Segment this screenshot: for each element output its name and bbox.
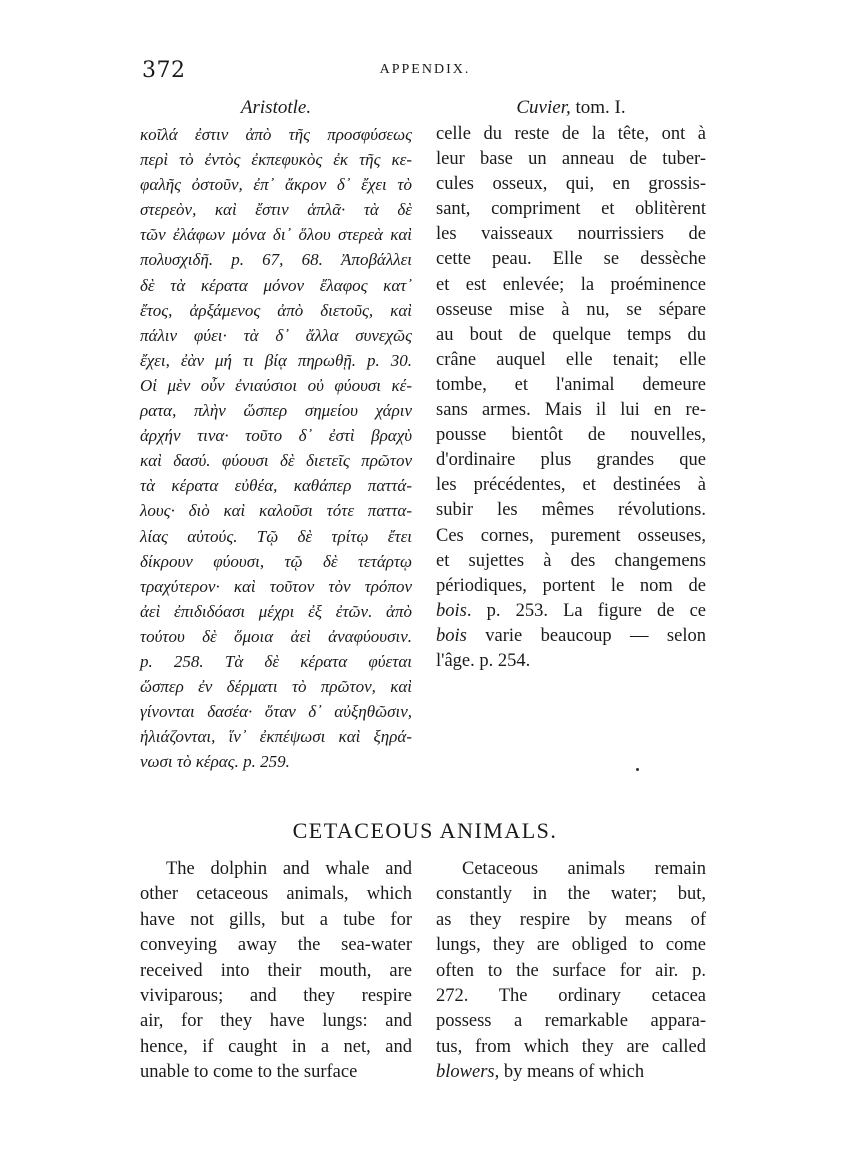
text-line: The dolphin and whale and (166, 859, 412, 879)
text-line: ἡλιάζονται, ἵν᾽ ἐκπέψωσι καὶ ξηρά- (140, 727, 412, 747)
text-line: as they respire by means of (436, 909, 706, 930)
text-line: les vaisseaux nourrissiers de (436, 224, 706, 245)
text-line: γίνονται δασέα· ὅταν δ᾽ αὐξηθῶσιν, (140, 702, 412, 722)
text-line: Cetaceous animals remain (462, 859, 706, 879)
text-line: πάλιν φύει· τὰ δ᾽ ἄλλα συνεχῶς (140, 325, 412, 345)
lower-right-text (436, 857, 706, 1086)
text-line: crâne auquel elle tenait; elle (436, 349, 706, 370)
cuvier-heading: Cuvier, tom. I. (516, 97, 626, 118)
text-line: 272. The ordinary cetacea (436, 986, 706, 1007)
text-line: les précédentes, et destinées à (436, 475, 706, 496)
text-line: κοῖλά ἐστιν ἀπὸ τῆς προσφύσεως (140, 125, 412, 144)
lower-left-text (140, 857, 412, 1086)
text-line: νωσι τὸ κέρας. p. 259. (140, 752, 290, 772)
text-line: d'ordinaire plus grandes que (436, 450, 706, 471)
text-line: au bout de quelque temps du (436, 324, 706, 345)
text-line: possess a remarkable appara- (436, 1011, 706, 1032)
page-number: 372 (142, 58, 186, 83)
text-line: conveying away the sea-water (140, 935, 412, 956)
text-line: received into their mouth, are (140, 960, 412, 981)
text-line: φαλῆς ὀστοῦν, ἐπ᾽ ἄκρον δ᾽ ἔχει τὸ (140, 175, 412, 195)
text-line: blowers, by means of which (436, 1062, 645, 1083)
text-line: hence, if caught in a net, and (140, 1036, 412, 1057)
text-line: στερεὸν, καὶ ἔστιν ἁπλᾶ· τὰ δὲ (140, 200, 412, 220)
text-line: ἀεὶ ἐπιδιδόασι μέχρι ἐξ ἐτῶν. ἀπὸ (140, 601, 412, 621)
text-line: tombe, et l'animal demeure (436, 374, 706, 395)
text-line: ὥσπερ ἐν δέρματι τὸ πρῶτον, καὶ (140, 677, 412, 697)
text-line: ἀρχήν τινα· τοῦτο δ᾽ ἐστὶ βραχὺ (140, 426, 412, 446)
text-line: λους· διὸ καὶ καλοῦσι τότε παττα- (140, 501, 412, 521)
text-line: constantly in the water; but, (436, 884, 706, 905)
text-line: ἔτος, ἀρξάμενος ἀπὸ διετοῦς, καὶ (140, 300, 412, 320)
text-line: Ces cornes, purement osseuses, (436, 525, 706, 546)
text-line: leur base un anneau de tuber- (436, 149, 706, 170)
aristotle-text (140, 122, 412, 774)
lower-right-column (436, 857, 706, 1086)
text-line: subir les mêmes révolutions. (436, 500, 706, 521)
text-line: λίας αὐτούς. Τῷ δὲ τρίτῳ ἔτει (140, 526, 412, 546)
text-line: air, for they have lungs: and (140, 1011, 412, 1032)
text-line: τούτου δὲ ὅμοια ἀεὶ ἀναφύουσιν. (140, 626, 412, 646)
text-line: cules osseux, qui, en grossis- (436, 174, 706, 195)
lower-left-column (140, 857, 412, 1086)
text-line: often to the surface for air. p. (436, 960, 706, 981)
aristotle-column (140, 96, 412, 774)
text-line: l'âge. p. 254. (436, 650, 531, 671)
print-speck (636, 768, 639, 771)
text-line: cette peau. Elle se dessèche (436, 249, 706, 270)
text-line: bois varie beaucoup — selon (436, 625, 706, 646)
aristotle-heading: Aristotle. (240, 97, 312, 118)
text-line: ρατα, πλὴν ὥσπερ σημείου χάριν (140, 401, 412, 421)
text-line: tus, from which they are called (436, 1036, 706, 1057)
text-line: τὰ κέρατα εὐθέα, καθάπερ παττά- (140, 476, 412, 496)
cuvier-text (436, 122, 706, 674)
text-line: osseuse mise à nu, se sépare (436, 299, 706, 320)
text-line: πολυσχιδῆ. p. 67, 68. Ἀποβάλλει (140, 250, 412, 270)
text-line: celle du reste de la tête, ont à (436, 124, 706, 144)
text-line: περὶ τὸ ἐντὸς ἐκπεφυκὸς ἐκ τῆς κε- (140, 150, 412, 170)
text-line: unable to come to the surface (140, 1062, 358, 1083)
text-line: Οἱ μὲν οὖν ἐνιαύσιοι οὐ φύουσι κέ- (140, 375, 412, 395)
text-line: have not gills, but a tube for (140, 909, 412, 930)
text-line: τῶν ἐλάφων μόνα δι᾽ ὅλου στερεὰ καὶ (140, 225, 412, 245)
running-head: APPENDIX. (379, 62, 471, 77)
text-line: καὶ δασύ. φύουσι δὲ διετεῖς πρῶτον (140, 451, 412, 471)
section-title: CETACEOUS ANIMALS. (292, 818, 558, 843)
text-line: et sujettes à des changemens (436, 550, 706, 571)
text-line: τραχύτερον· καὶ τοῦτον τὸν τρόπον (140, 576, 412, 596)
text-line: δίκρουν φύουσι, τῷ δὲ τετάρτῳ (140, 551, 412, 571)
cuvier-column (436, 96, 706, 674)
text-line: p. 258. Τὰ δὲ κέρατα φύεται (140, 651, 412, 671)
text-line: other cetaceous animals, which (140, 884, 412, 905)
text-line: sans armes. Mais il lui en re- (436, 400, 706, 421)
text-line: périodiques, portent le nom de (436, 575, 706, 596)
text-line: viviparous; and they respire (140, 986, 412, 1007)
text-line: lungs, they are obliged to come (436, 935, 706, 956)
text-line: sant, compriment et oblitèrent (436, 199, 706, 220)
text-line: pousse bientôt de nouvelles, (436, 425, 706, 446)
text-line: δὲ τὰ κέρατα μόνον ἔλαφος κατ᾽ (140, 275, 412, 295)
text-line: bois. p. 253. La figure de ce (436, 600, 706, 621)
text-line: ἔχει, ἐὰν μή τι βίᾳ πηρωθῇ. p. 30. (140, 350, 412, 370)
text-line: et est enlevée; la proéminence (436, 274, 706, 295)
